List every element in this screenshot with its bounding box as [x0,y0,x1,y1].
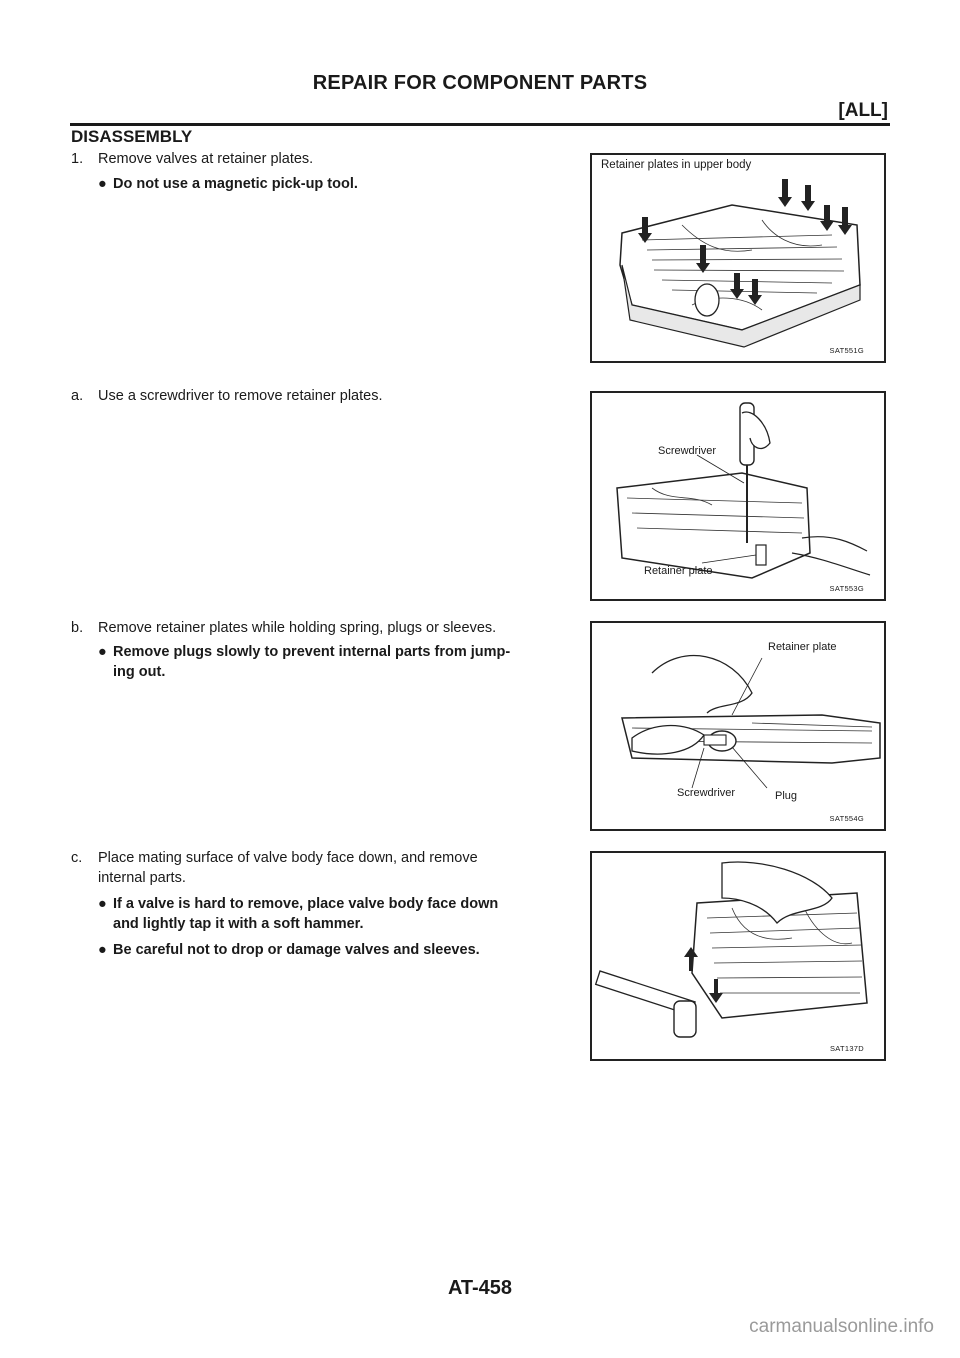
label-plug: Plug [775,790,798,802]
step-text: Remove valves at retainer plates. [98,151,314,167]
figure-screwdriver-retainer-plate [590,391,886,601]
step-number: a. [71,388,84,404]
note-text-continued: ing out. [113,664,166,680]
header-rule [70,123,890,126]
soft-hammer-illustration [592,853,888,1063]
step-text: Use a screwdriver to remove retainer plates. [98,388,383,404]
figure-code: SAT551G [829,346,864,355]
step-1 [71,149,581,169]
figure-plug-removal [590,621,886,831]
step-number: c. [71,850,83,866]
section-title: DISASSEMBLY [71,127,193,146]
plug-removal-illustration [592,623,888,833]
bullet-icon: ● [98,942,107,958]
note [98,894,580,934]
watermark: carmanualsonline.info [749,1316,934,1337]
label-screwdriver: Screwdriver [658,445,717,457]
label-retainer-plate: Retainer plate [768,641,837,653]
note-text-continued: and lightly tap it with a soft hammer. [113,916,364,932]
step-text: Remove retainer plates while holding spring, plugs or sleeves. [98,620,497,636]
note-text: Be careful not to drop or damage valves and sleeves. [113,942,480,958]
note-text: Do not use a magnetic pick-up tool. [113,176,358,192]
label-retainer-plate: Retainer plate [644,565,713,577]
note-text: If a valve is hard to remove, place valve body face down [113,896,499,912]
valve-body-illustration [592,155,888,365]
step-text-continued: internal parts. [98,870,186,886]
bullet-icon: ● [98,896,107,912]
step-b [71,618,581,638]
figure-soft-hammer [590,851,886,1061]
step-number: b. [71,620,84,636]
step-number: 1. [71,151,84,167]
page-scope: [ALL] [838,100,888,121]
step-c [71,848,581,888]
figure-code: SAT554G [829,814,864,823]
screwdriver-illustration [592,393,888,603]
step-text: Place mating surface of valve body face down, and remove [98,850,478,866]
note [98,174,580,194]
note [98,940,580,960]
page-number: AT-458 [447,1277,513,1299]
bullet-icon: ● [98,176,107,192]
figure-retainer-plates-upper-body [590,153,886,363]
figure-code: SAT553G [829,584,864,593]
step-a [71,386,581,406]
page-title: REPAIR FOR COMPONENT PARTS [312,72,648,94]
note [98,642,580,682]
label-screwdriver: Screwdriver [677,787,736,799]
figure-code: SAT137D [829,1044,864,1053]
note-text: Remove plugs slowly to prevent internal parts from jump- [113,644,511,660]
bullet-icon: ● [98,644,107,660]
figure-caption: Retainer plates in upper body [601,159,752,171]
